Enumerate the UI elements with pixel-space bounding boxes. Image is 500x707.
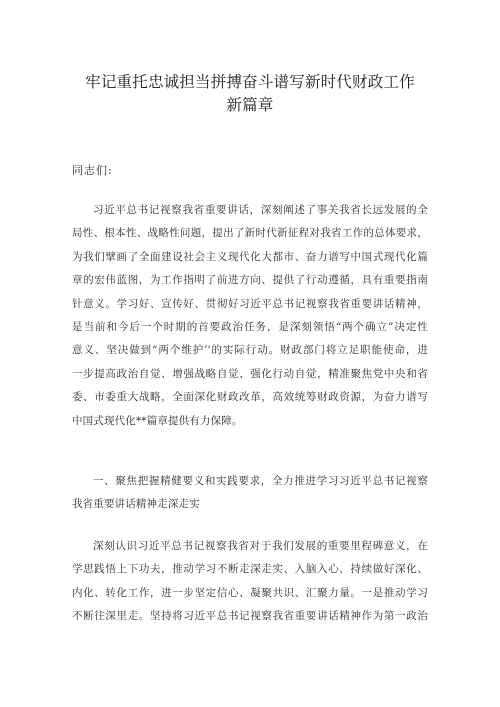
document-title-line-2: 新篇章 — [226, 96, 274, 114]
paragraph-line: 内化、转化工作，进一步坚定信心、凝聚共识、汇聚力量。一是推动学习 — [72, 586, 428, 599]
paragraph-line: 习近平总书记视察我省重要讲话，深刻阐述了事关我省长远发展的全 — [93, 204, 428, 216]
paragraph-line: 意义、坚决做到“两个维护’'的实际行动。财政部门将立足职能使命，进 — [72, 344, 428, 357]
section-heading-1 — [72, 470, 428, 517]
paragraph-line: 中国式现代化**篇章提供有力保障。 — [72, 414, 243, 427]
paragraph-line: 学思践悟上下功夫，推动学习不断走深走实、入脑入心，持续做好深化、 — [72, 563, 428, 576]
paragraph-body — [72, 535, 428, 629]
paragraph-line: 是当前和今后一个时期的首要政治任务，是深刻领悟“两个确立”决定性 — [72, 321, 428, 334]
paragraph-line: 章的宏伟蓝图，为工作指明了前进方向、提供了行动遵循，具有重要指南 — [72, 274, 428, 287]
paragraph-line: 一步提高政治自觉、增强战略自觉、强化行动自觉，精准聚焦党中央和省 — [72, 367, 428, 380]
paragraph-line: 局性、根本性、战略性问题，提出了新时代新征程对我省工作的总体要求， — [72, 227, 428, 240]
paragraph-intro — [72, 199, 428, 433]
document-title-line-1: 牢记重托忠诚担当拼搏奋斗谱写新时代财政工作 — [85, 73, 415, 91]
paragraph-line: 针意义。学习好、宣传好、贯彻好习近平总书记视察我省重要讲话精神， — [72, 297, 428, 310]
paragraph-line: 委、市委重大战略，全面深化财政改革，高效统筹财政资源，为奋力谱写 — [72, 391, 428, 404]
paragraph-line: 为我们擘画了全面建设社会主义现代化大都市、奋力谱写中国式现代化篇 — [72, 250, 428, 263]
heading-line: 一、聚焦把握精健要义和实践要求，全力推进学习习近平总书记视察 — [93, 475, 428, 487]
salutation: 同志们: — [72, 164, 113, 177]
paragraph-line: 深刻认识习近平总书记视察我省对于我们发展的重要里程碑意义，在 — [93, 540, 428, 552]
heading-line: 我省重要讲话精神走深走实 — [72, 498, 200, 511]
paragraph-line: 不断往深里走。坚持将习近平总书记视察我省重要讲话精神作为第一政治 — [72, 610, 428, 623]
